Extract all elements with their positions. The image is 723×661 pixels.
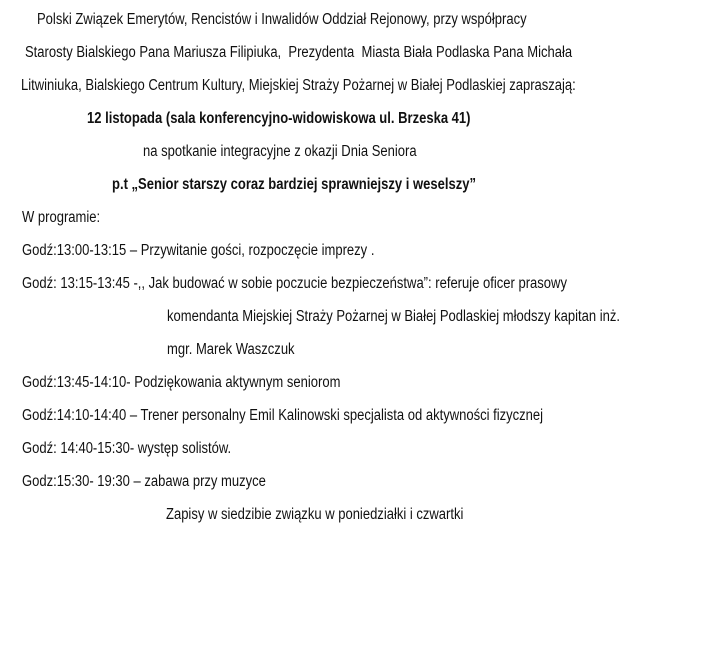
signup-note: Zapisy w siedzibie związku w poniedziałki i czwartki: [166, 506, 464, 523]
program-item: Godź: 13:15-13:45 -,, Jak budować w sobie poczucie bezpieczeństwa”: referuje oficer prasowy: [22, 275, 567, 292]
program-item: Godź:13:00-13:15 – Przywitanie gości, rozpoczęcie imprezy .: [22, 242, 375, 259]
program-item: Godź: 14:40-15:30- występ solistów.: [22, 440, 232, 457]
intro-line-1: Polski Związek Emerytów, Rencistów i Inwalidów Oddział Rejonowy, przy współpracy: [37, 11, 527, 28]
program-heading: W programie:: [22, 209, 101, 226]
program-item-continuation: mgr. Marek Waszczuk: [167, 341, 295, 358]
intro-line-2: Starosty Bialskiego Pana Mariusza Filipiuka, Prezydenta Miasta Biała Podlaska Pana Michała: [25, 44, 573, 61]
intro-line-3: Litwiniuka, Bialskiego Centrum Kultury, Miejskiej Straży Pożarnej w Białej Podlaskiej zapraszają:: [21, 77, 576, 94]
program-item: Godź:14:10-14:40 – Trener personalny Emil Kalinowski specjalista od aktywności fizycznej: [22, 407, 544, 424]
date-venue: 12 listopada (sala konferencyjno-widowiskowa ul. Brzeska 41): [87, 110, 471, 127]
program-item: Godz:15:30- 19:30 – zabawa przy muzyce: [22, 473, 266, 490]
program-item: Godź:13:45-14:10- Podziękowania aktywnym seniorom: [22, 374, 341, 391]
occasion: na spotkanie integracyjne z okazji Dnia Seniora: [143, 143, 417, 160]
program-item-continuation: komendanta Miejskiej Straży Pożarnej w Białej Podlaskiej młodszy kapitan inż.: [167, 308, 621, 325]
event-title: p.t „Senior starszy coraz bardziej sprawniejszy i weselszy”: [112, 176, 476, 193]
